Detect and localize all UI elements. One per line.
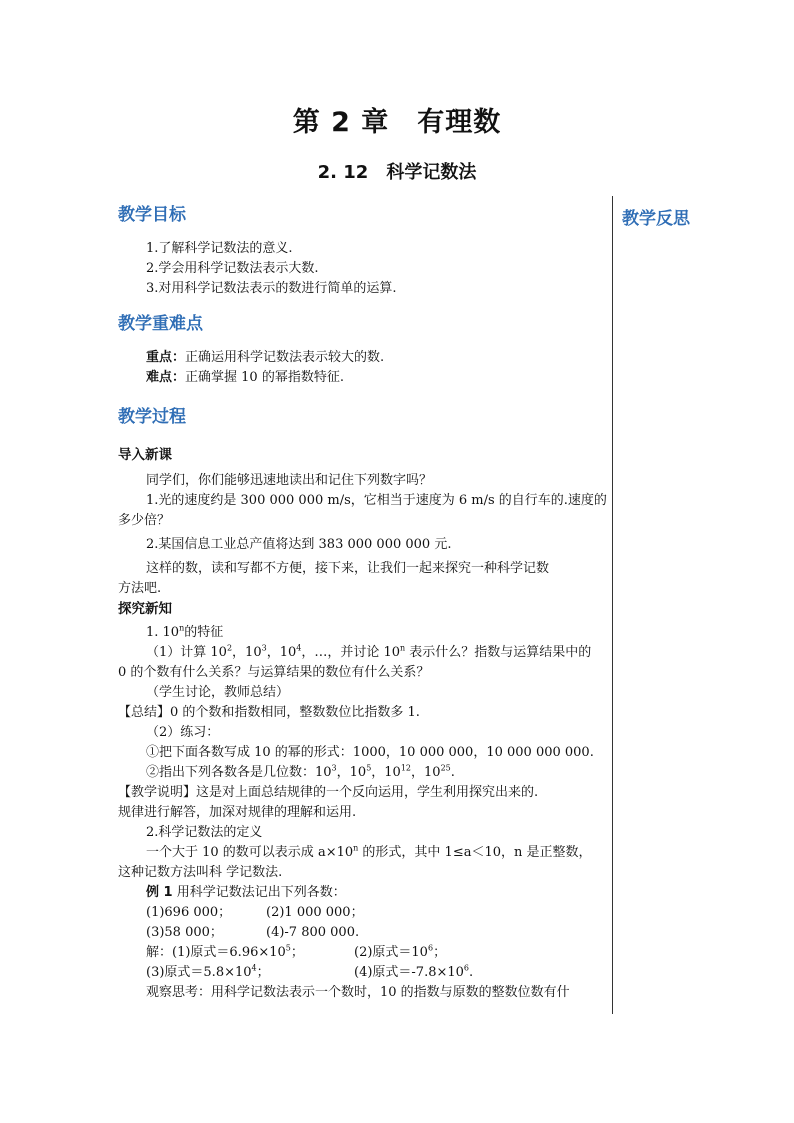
key-point-line <box>118 348 608 368</box>
reflection-heading: 教学反思 <box>622 209 690 229</box>
intro-question: 同学们，你们能够迅速地读出和记住下列数字吗？ <box>146 473 433 488</box>
goal-item: 1.了解科学记数法的意义. <box>146 241 293 256</box>
calc-question: （1）计算 $10^2$，$10^3$，$10^4$，…，并讨论 10$^n$ 表示什么？指数与运算结果中的 <box>146 643 592 660</box>
teaching-note-cont: 规律进行解答，加深对规律的理解和运用. <box>118 805 357 820</box>
solution-row: (3)原式$=5.8\times 10^4$； (4)原式$=-7.8\times 10^6$. <box>146 963 474 980</box>
goal-item: 3.对用科学记数法表示的数进行简单的运算. <box>146 281 397 296</box>
goals-heading: 教学目标 <box>118 205 186 225</box>
practice-item-2: ②指出下列各数各是几位数：$10^3$，$10^5$，$10^{12}$，$10^{25}$. <box>146 763 455 780</box>
teaching-note: 【教学说明】这是对上面总结规律的一个反向运用，学生利用探究出来的. <box>118 785 539 800</box>
intro-item-2: 2.某国信息工业总产值将达到 383 000 000 000 元. <box>146 537 452 552</box>
difficulty-label: 难点： <box>146 370 186 385</box>
practice-item-1: ①把下面各数写成 10 的幂的形式：1000，10 000 000，10 000 000 000. <box>146 745 594 760</box>
definition-text: 一个大于 10 的数可以表示成 $a\times 10^n$ 的形式，其中 1≤a＜10，n 是正整数， <box>146 843 592 860</box>
process-heading: 教学过程 <box>118 407 186 427</box>
column-divider <box>612 196 613 1014</box>
key-points <box>118 348 608 388</box>
example-row: (1)696 000； (2)1 000 000； <box>146 905 364 920</box>
intro-transition: 这样的数，读和写都不方便，接下来，让我们一起来探究一种科学记数 <box>146 561 550 576</box>
intro-item-1-cont: 多少倍？ <box>118 513 171 528</box>
key-points-heading: 教学重难点 <box>118 314 203 334</box>
definition-text-cont: 这种记数方法叫科 学记数法. <box>118 865 283 880</box>
discussion-note: （学生讨论，教师总结） <box>146 685 290 700</box>
practice-label: （2）练习： <box>146 725 220 740</box>
section-title: 2. 12 科学记数法 <box>317 162 477 183</box>
example-title: 例 1 用科学记数法记出下列各数： <box>146 885 346 900</box>
lesson-content <box>118 200 608 1003</box>
explore-heading: 探究新知 <box>118 601 172 617</box>
difficulty-line <box>118 368 608 388</box>
intro-heading: 导入新课 <box>118 447 172 463</box>
summary-note: 【总结】0 的个数和指数相同，整数数位比指数多 1. <box>118 705 420 720</box>
definition-title: 2.科学记数法的定义 <box>146 825 263 840</box>
key-label: 重点： <box>146 350 186 365</box>
observation-question: 观察思考：用科学记数法表示一个数时，10 的指数与原数的整数位数有什 <box>146 985 570 1000</box>
difficulty-text: 正确掌握 10 的幂指数特征. <box>185 370 344 385</box>
power-feature-title: 1. 10$^n$的特征 <box>146 623 224 640</box>
solution-row: 解：(1)原式$=6.96\times 10^5$； (2)原式$=10^6$； <box>146 943 447 960</box>
calc-question-cont: 0 的个数有什么关系？与运算结果的数位有什么关系？ <box>118 665 430 680</box>
process-body <box>118 445 608 1003</box>
example-row: (3)58 000； (4)-7 800 000. <box>146 925 360 940</box>
goal-item: 2.学会用科学记数法表示大数. <box>146 261 319 276</box>
intro-item-1: 1.光的速度约是 300 000 000 m/s，它相当于速度为 6 m/s 的自行车的.速度的 <box>146 493 607 508</box>
chapter-title: 第 2 章 有理数 <box>292 107 502 138</box>
key-text: 正确运用科学记数法表示较大的数. <box>185 350 385 365</box>
intro-transition-cont: 方法吧. <box>118 581 162 596</box>
goals-list <box>118 239 608 299</box>
